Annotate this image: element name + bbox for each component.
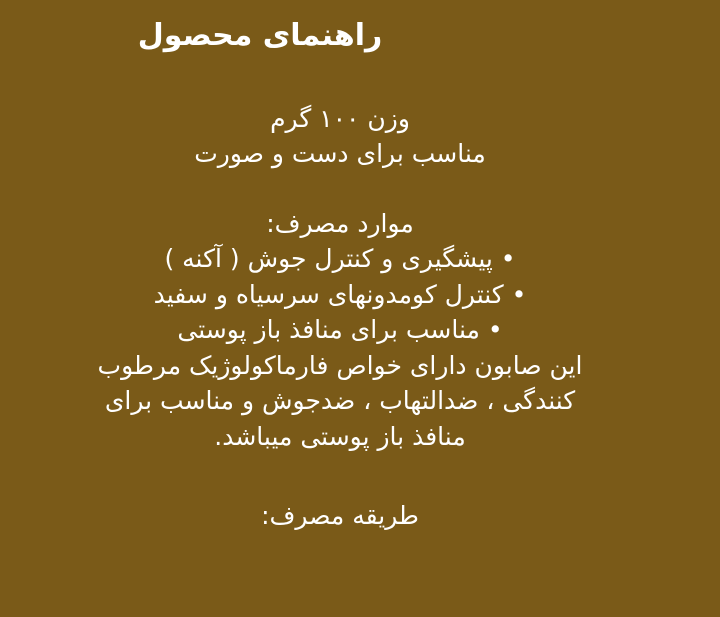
list-item: • مناسب برای منافذ باز پوستی: [177, 315, 503, 344]
method-section: [24, 498, 696, 534]
specs-block: [24, 101, 696, 172]
page-title: راهنمای محصول: [137, 18, 383, 53]
list-item: • پیشگیری و کنترل جوش ( آکنه ): [164, 244, 516, 273]
method-heading: طریقه مصرف:: [261, 501, 419, 530]
uses-section: [24, 206, 696, 348]
description-section: [24, 348, 696, 455]
spec-weight: وزن ۱۰۰ گرم: [270, 103, 410, 133]
spec-suitable-for: مناسب برای دست و صورت: [194, 139, 486, 168]
spacer: [24, 57, 696, 101]
spacer: [24, 172, 696, 206]
spacer: [24, 454, 696, 498]
description-line: کنندگی ، ضدالتهاب ، ضدجوش و مناسب برای: [104, 386, 576, 415]
uses-heading: موارد مصرف:: [266, 208, 414, 238]
description-line: منافذ باز پوستی میباشد.: [214, 421, 466, 451]
description-line: این صابون دارای خواص فارماکولوژیک مرطوب: [97, 350, 583, 380]
list-item: • کنترل کومدونهای سرسیاه و سفید: [153, 279, 527, 309]
